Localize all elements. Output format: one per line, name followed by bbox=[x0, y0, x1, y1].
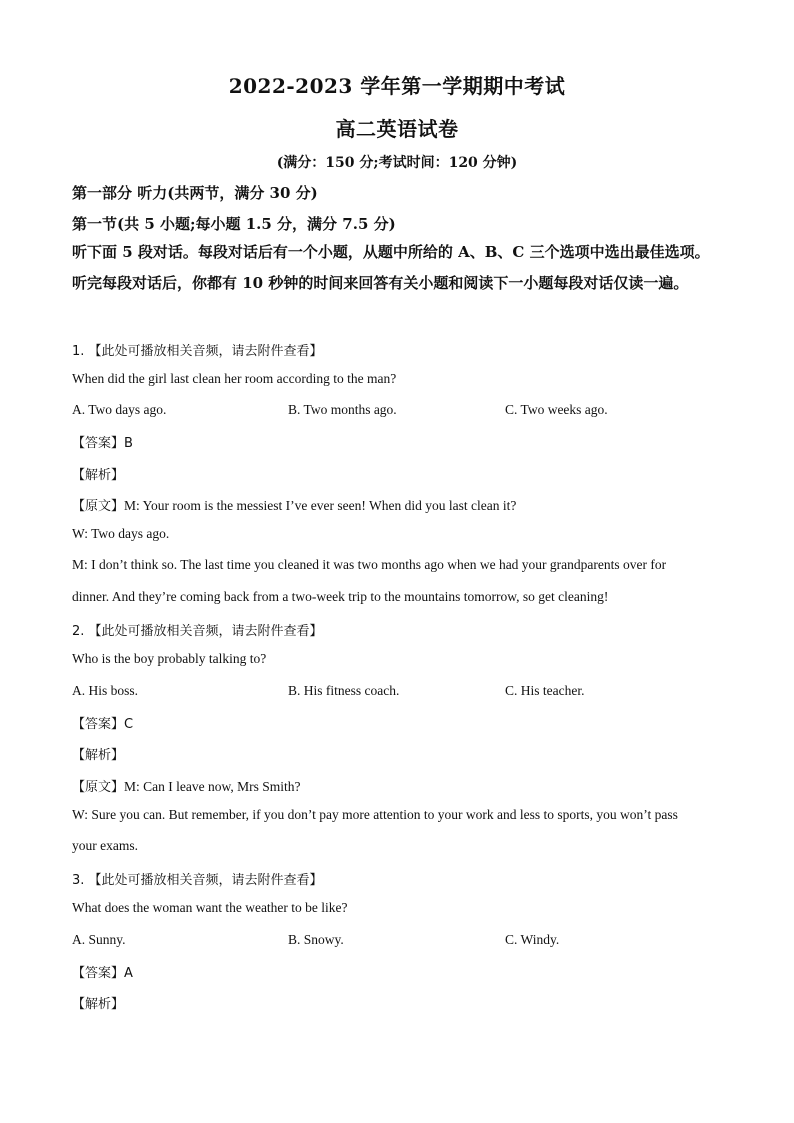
instructions: 听下面 5 段对话。每段对话后有一个小题，从题中所给的 A、B、C 三个选项中选出最佳选项。听完每段对话后，你都有 10 秒钟的时间来回答有关小题和阅读下一小题每段对话仅读一遍。 bbox=[72, 243, 710, 292]
question-2-analysis: 【解析】 bbox=[72, 748, 125, 763]
transcript-text: M: Your room is the messiest I’ve ever seen! When did you last clean it? bbox=[124, 498, 517, 513]
question-3-text: What does the woman want the weather to be like? bbox=[72, 900, 348, 915]
question-1-option-a: A. Two days ago. bbox=[72, 402, 167, 417]
question-3-analysis: 【解析】 bbox=[72, 997, 125, 1012]
question-1-header bbox=[72, 340, 722, 359]
transcript-label: 【原文】 bbox=[72, 780, 125, 795]
question-2-transcript-line: W: Sure you can. But remember, if you don’t pay more attention to your work and less to sports, you won’t pass bbox=[72, 807, 678, 822]
answer-value: B bbox=[124, 436, 133, 451]
audio-link[interactable]: 【此处可播放相关音频，请去附件查看】 bbox=[88, 624, 323, 639]
question-3-option-c: C. Windy. bbox=[505, 932, 560, 947]
question-2-transcript-line: your exams. bbox=[72, 838, 138, 853]
question-number: 1. bbox=[72, 344, 85, 359]
answer-label: 【答案】 bbox=[72, 436, 125, 451]
question-3-header bbox=[72, 869, 722, 888]
question-number: 3. bbox=[72, 873, 85, 888]
question-2-header bbox=[72, 620, 722, 639]
transcript-text: M: Can I leave now, Mrs Smith? bbox=[124, 779, 301, 794]
question-1-analysis: 【解析】 bbox=[72, 468, 125, 483]
answer-label: 【答案】 bbox=[72, 717, 125, 732]
question-number: 2. bbox=[72, 624, 85, 639]
question-1-transcript-line: W: Two days ago. bbox=[72, 526, 170, 541]
exam-subtitle: 高二英语试卷 bbox=[335, 117, 459, 141]
question-2-option-a: A. His boss. bbox=[72, 683, 139, 698]
question-2-answer bbox=[72, 713, 722, 732]
question-1-transcript-line: M: I don’t think so. The last time you cleaned it was two months ago when we had your grandparents over for bbox=[72, 557, 667, 572]
answer-value: C bbox=[124, 717, 134, 732]
question-3-option-a: A. Sunny. bbox=[72, 932, 126, 947]
question-1-text: When did the girl last clean her room according to the man? bbox=[72, 371, 397, 386]
question-2-transcript-line bbox=[72, 776, 722, 795]
exam-title: 2022-2023 学年第一学期期中考试 bbox=[228, 74, 566, 98]
question-2-option-c: C. His teacher. bbox=[505, 683, 585, 698]
question-1-transcript-line: dinner. And they’re coming back from a two-week trip to the mountains tomorrow, so get cleaning! bbox=[72, 589, 609, 604]
question-2-text: Who is the boy probably talking to? bbox=[72, 651, 267, 666]
question-1-option-b: B. Two months ago. bbox=[288, 402, 397, 417]
question-3-answer bbox=[72, 962, 722, 981]
answer-label: 【答案】 bbox=[72, 966, 125, 981]
question-2-option-b: B. His fitness coach. bbox=[288, 683, 400, 698]
question-1-answer bbox=[72, 432, 722, 451]
question-1-transcript-line bbox=[72, 495, 722, 514]
section-heading: 第一节(共 5 小题;每小题 1.5 分，满分 7.5 分) bbox=[72, 215, 396, 233]
transcript-label: 【原文】 bbox=[72, 499, 125, 514]
part-heading: 第一部分 听力(共两节，满分 30 分) bbox=[72, 184, 318, 202]
answer-value: A bbox=[124, 966, 133, 981]
audio-link[interactable]: 【此处可播放相关音频，请去附件查看】 bbox=[88, 873, 323, 888]
question-1-option-c: C. Two weeks ago. bbox=[505, 402, 608, 417]
exam-meta: (满分：150 分;考试时间：120 分钟) bbox=[276, 155, 518, 171]
audio-link[interactable]: 【此处可播放相关音频，请去附件查看】 bbox=[88, 344, 323, 359]
question-3-option-b: B. Snowy. bbox=[288, 932, 344, 947]
